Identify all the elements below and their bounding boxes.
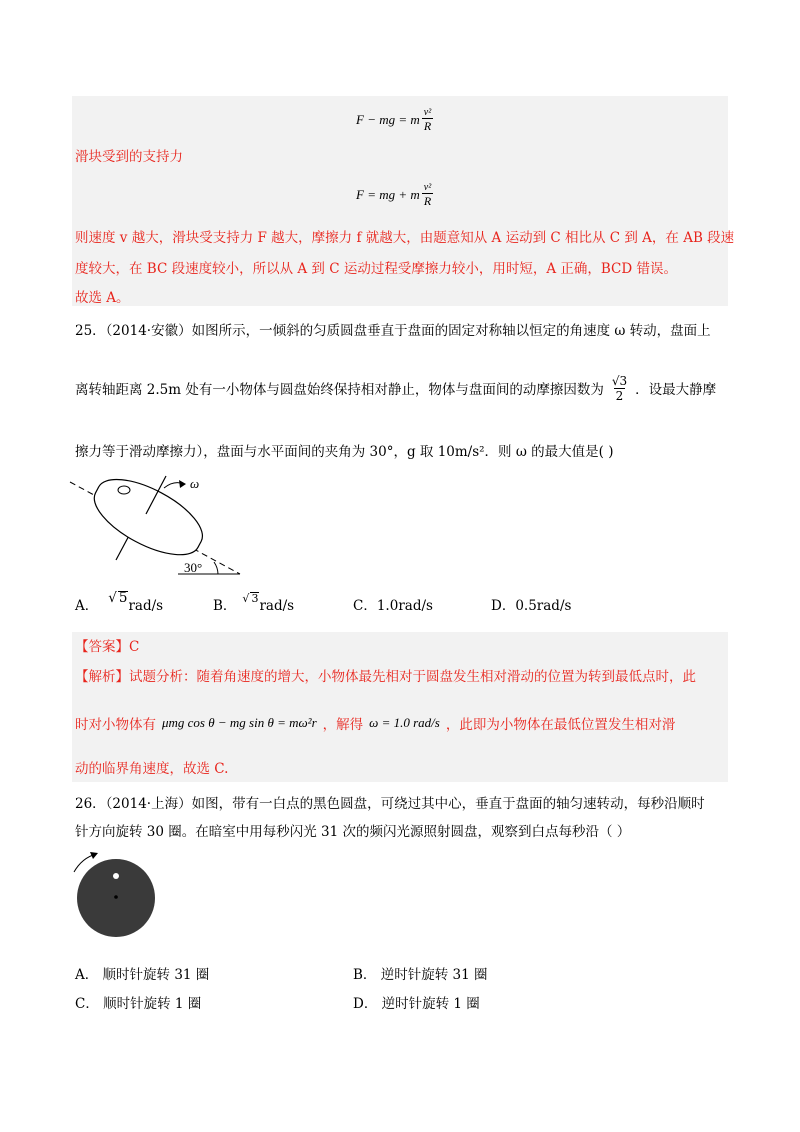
q26-option-a[interactable]: A． 顺时针旋转 31 圈 [75, 967, 210, 983]
q25-line-2: 离转轴距离 2.5m 处有一小物体与圆盘始终保持相对静止，物体与盘面间的动摩擦因数为 $\frac{√3}{2}$ ．设最大静摩 [75, 373, 717, 403]
white-dot [113, 873, 119, 879]
explanation-line-2: 度较大，在 BC 段速度较小，所以从 A 到 C 运动过程受摩擦力较小，用时短，A 正确，BCD 错误。 [75, 261, 677, 277]
answer-tag: 【答案】 [75, 639, 129, 655]
disk-center [114, 895, 118, 899]
angle-label: 30° [184, 560, 203, 575]
inclined-disk-figure [68, 468, 248, 583]
q26-option-d[interactable]: D． 逆时针旋转 1 圈 [353, 996, 480, 1012]
q25-option-a[interactable]: A． √ 5rad/s [75, 590, 164, 614]
arrow-head-icon [179, 480, 186, 488]
small-object [118, 486, 130, 494]
q26-option-c[interactable]: C． 顺时针旋转 1 圈 [75, 996, 202, 1012]
q25-line-1: 25．（2014·安徽）如图所示，一倾斜的匀质圆盘垂直于盘面的固定对称轴以恒定的角速度 ω 转动，盘面上 [75, 323, 711, 339]
support-label: 滑块受到的支持力 [75, 149, 183, 165]
q25-option-b[interactable]: B． $^{√ 3}$rad/s [213, 592, 295, 614]
analysis-line-1: 【解析】试题分析：随着角速度的增大，小物体最先相对于圆盘发生相对滑动的位置为转到最低点时，此 [75, 669, 696, 685]
q26-option-b[interactable]: B． 逆时针旋转 31 圈 [353, 967, 488, 983]
omega-result: ω = 1.0 rad/s [369, 715, 440, 730]
equation-2-lhs: F = mg + m [356, 187, 420, 202]
equation-2-fraction: $\frac{\text{v²}}{R}$ [423, 182, 432, 208]
friction-coefficient-fraction: $\frac{√3}{2}$ [611, 373, 628, 403]
analysis-line-3: 动的临界角速度，故选 C. [75, 761, 229, 777]
equation-1-lhs: F − mg = m [356, 112, 420, 127]
explanation-line-1: 则速度 v 越大，滑块受支持力 F 越大，摩擦力 f 就越大，由题意知从 A 运动到 C 相比从 C 到 A，在 AB 段速 [75, 230, 735, 246]
force-balance-formula: μmg cos θ − mg sin θ = mω²r [162, 715, 317, 730]
answer-value: C [129, 639, 140, 655]
answer-line [75, 637, 139, 657]
analysis-line-2: 时对小物体有 μmg cos θ − mg sin θ = mω²r ，解得 ω = 1.0 rad/s ，此即为小物体在最低位置发生相对滑 [75, 715, 676, 733]
omega-label: ω [190, 476, 200, 491]
q25-option-c[interactable]: C．1.0rad/s [353, 598, 433, 614]
black-disk-figure [68, 850, 168, 940]
explanation-line-3: 故选 A。 [75, 290, 130, 306]
analysis-tag: 【解析】 [75, 669, 129, 685]
angle-arc [214, 562, 218, 574]
equation-1 [356, 100, 435, 140]
equation-1-fraction: $\frac{\text{v²}}{R}$ [423, 107, 432, 133]
q26-line-2: 针方向旋转 30 圈。在暗室中用每秒闪光 31 次的频闪光源照射圆盘，观察到白点每秒沿（ ） [75, 824, 631, 840]
q25-line-3: 擦力等于滑动摩擦力），盘面与水平面间的夹角为 30°，g 取 10m/s²．则 ω 的最大值是( ) [75, 444, 614, 460]
q25-option-d[interactable]: D．0.5rad/s [491, 598, 572, 614]
q26-line-1: 26．（2014·上海）如图，带有一白点的黑色圆盘，可绕过其中心，垂直于盘面的轴匀速转动，每秒沿顺时 [75, 796, 705, 812]
equation-2 [356, 175, 435, 215]
